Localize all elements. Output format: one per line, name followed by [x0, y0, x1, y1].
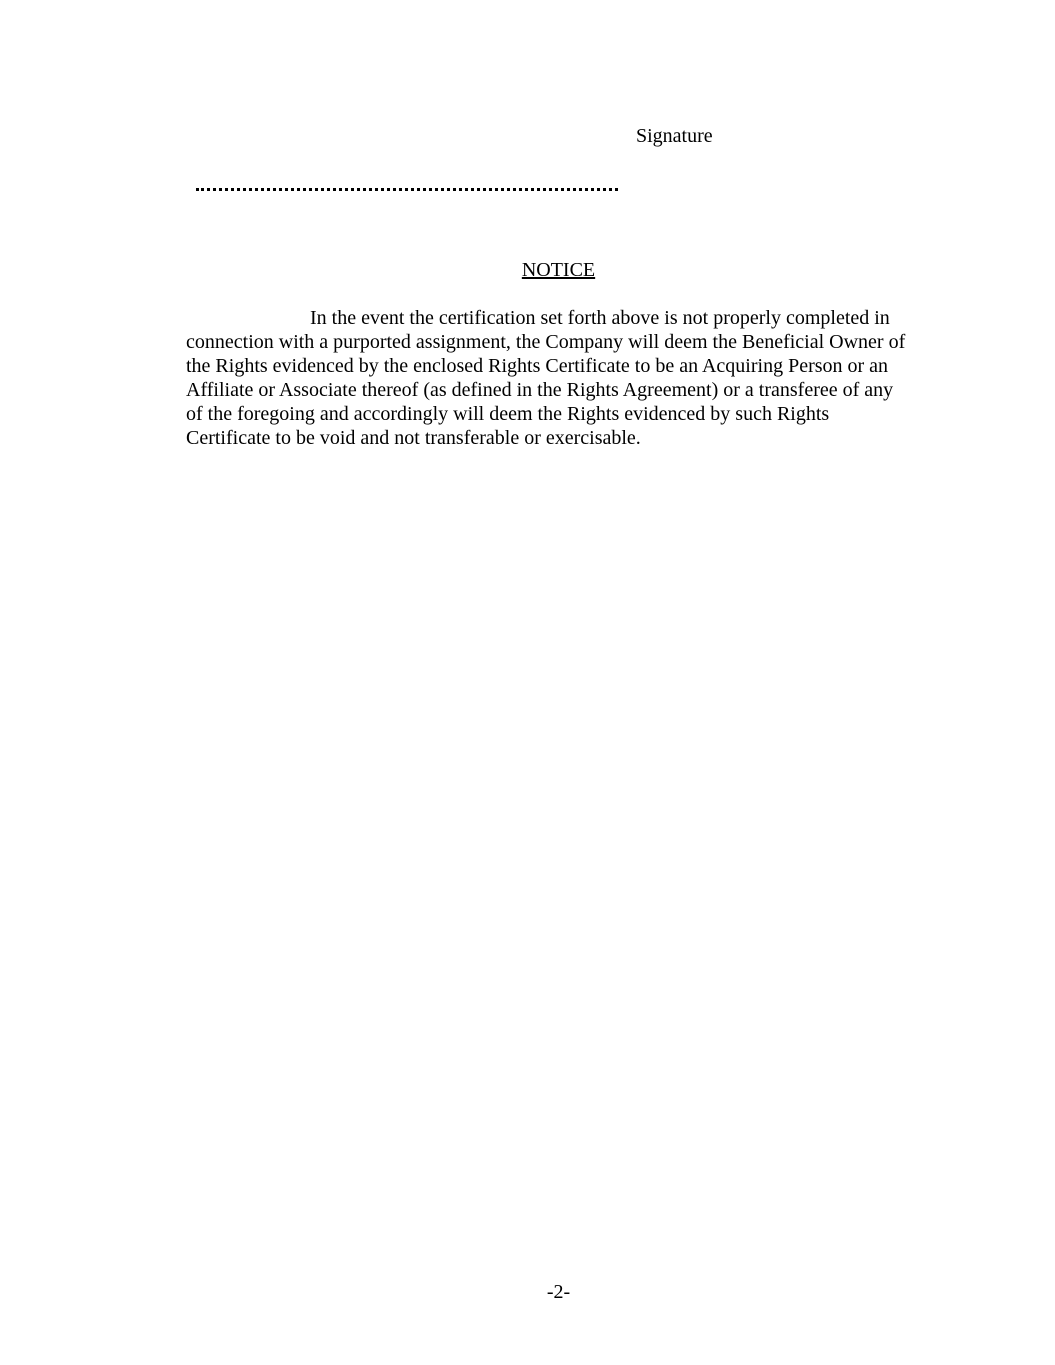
signature-label: Signature: [636, 125, 713, 147]
notice-line: In the event the certification set forth above is not properly completed in: [310, 307, 890, 329]
notice-paragraph: [186, 306, 946, 450]
notice-line: connection with a purported assignment, the Company will deem the Beneficial Owner of: [186, 331, 906, 353]
notice-heading: NOTICE: [521, 259, 596, 281]
page-number: -2-: [546, 1281, 571, 1303]
notice-line: of the foregoing and accordingly will deem the Rights evidenced by such Rights: [186, 403, 830, 425]
notice-line: Affiliate or Associate thereof (as defined in the Rights Agreement) or a transferee of any: [186, 379, 894, 401]
notice-line: the Rights evidenced by the enclosed Rights Certificate to be an Acquiring Person or an: [186, 355, 889, 377]
signature-dotted-line: [196, 188, 618, 191]
notice-line: Certificate to be void and not transferable or exercisable.: [186, 427, 641, 449]
